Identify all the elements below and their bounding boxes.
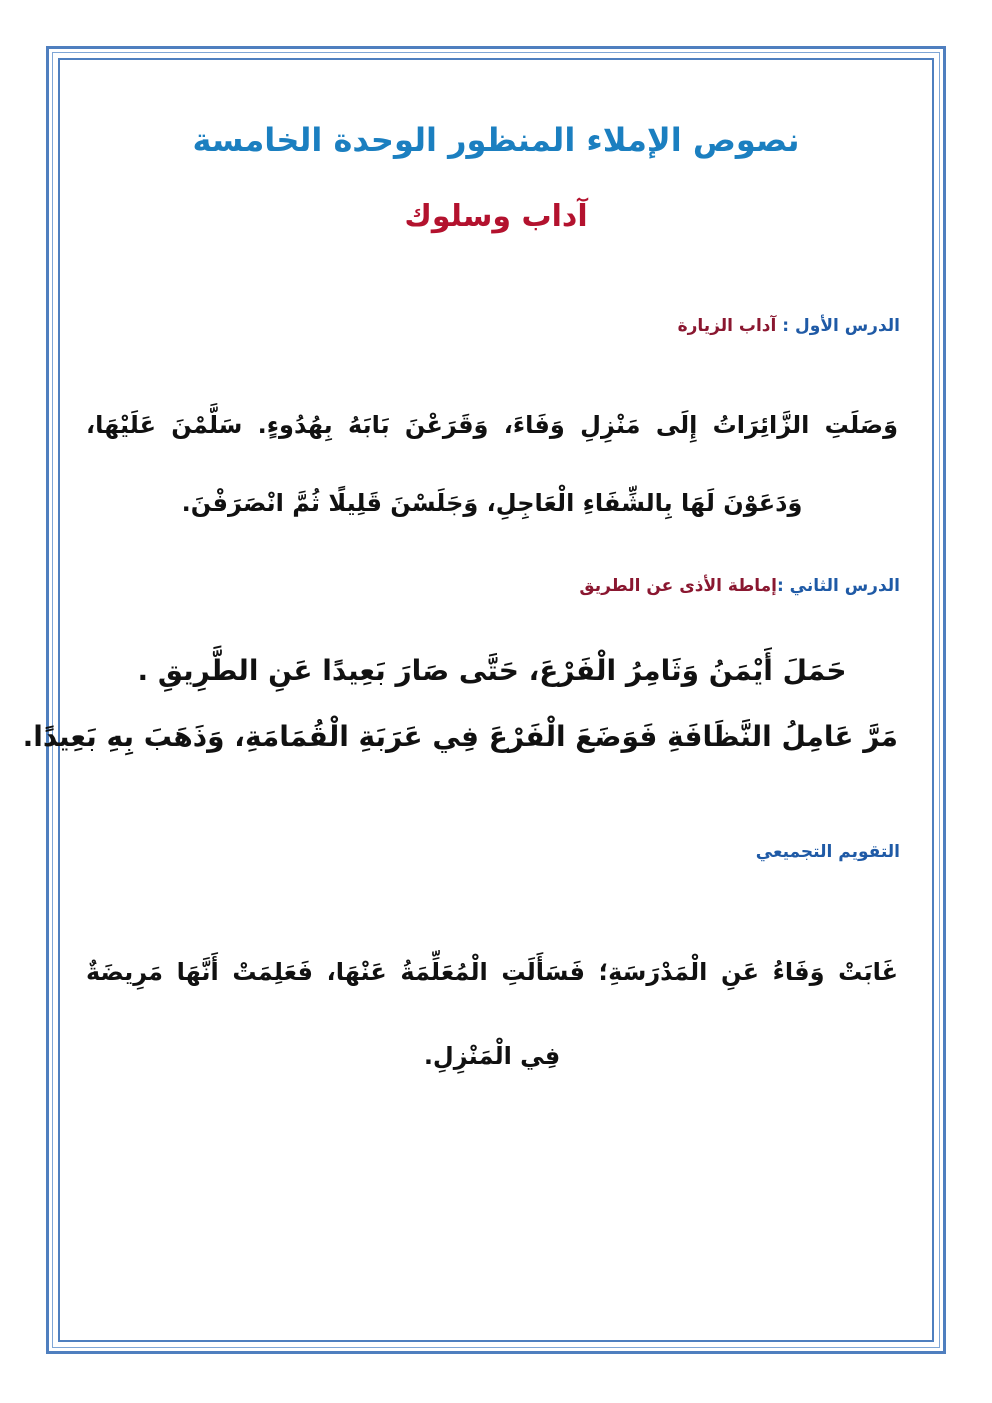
lesson-2-heading [579, 574, 900, 598]
lesson-2-passage [22, 638, 898, 770]
document-page [22, 70, 922, 1330]
page-title: نصوص الإملاء المنظور الوحدة الخامسة [192, 121, 800, 159]
lesson-1-label: الدرس الأول : [782, 316, 900, 336]
lesson-2-topic: إماطة الأذى عن الطريق [579, 576, 777, 596]
page-subtitle: آداب وسلوك [404, 199, 588, 234]
assessment-passage: غَابَتْ وَفَاءُ عَنِ الْمَدْرَسَةِ؛ فَسَأَلَتِ الْمُعَلِّمَةُ عَنْهَا، فَعَلِمَتْ أَنَّهَا مَرِيضَةٌ فِي الْمَنْزِلِ. [86, 958, 898, 1070]
lesson-2-line-1: حَمَلَ أَيْمَنُ وَثَامِرُ الْفَرْعَ، حَتَّى صَارَ بَعِيدًا عَنِ الطَّرِيقِ . [137, 654, 847, 687]
lesson-1-passage: وَصَلَتِ الزَّائِرَاتُ إِلَى مَنْزِلِ وَفَاءَ، وَقَرَعْنَ بَابَهُ بِهُدُوءٍ. سَلَّمْنَ عَلَيْهَا، وَدَعَوْنَ لَهَا بِالشِّفَاءِ الْعَاجِلِ، وَجَلَسْنَ قَلِيلًا ثُمَّ انْصَرَفْنَ. [86, 411, 898, 517]
lesson-1-heading [678, 314, 900, 338]
lesson-2-line-2: مَرَّ عَامِلُ النَّظَافَةِ فَوَضَعَ الْفَرْعَ فِي عَرَبَةِ الْقُمَامَةِ، وَذَهَبَ بِهِ بَعِيدًا. [22, 720, 898, 753]
lesson-2-label: الدرس الثاني : [776, 576, 900, 596]
lesson-1-topic: آداب الزيارة [677, 316, 777, 336]
assessment-heading [756, 840, 900, 864]
assessment-label: التقويم التجميعي [755, 842, 900, 862]
